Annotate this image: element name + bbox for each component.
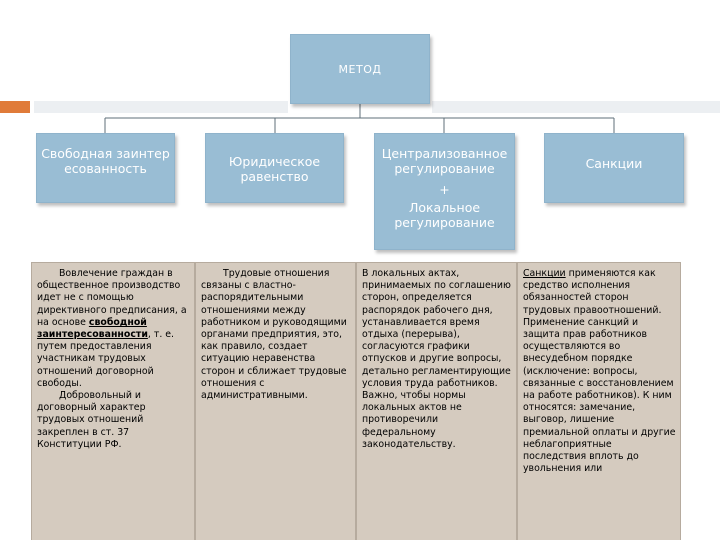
category-label-centralized: Централизованное регулирование — [381, 146, 508, 176]
category-label-local: Локальное регулирование — [394, 200, 495, 230]
description-sanctions — [517, 262, 681, 540]
description-paragraph: В локальных актах, принимаемых по соглашению сторон, определяется распорядок рабочего дня, устанавливается время отдыха (перерыва), согласуются графики отпусков и другие вопросы, детально регламентирующие условия труда работников. Важно, чтобы нормы локальных актов не противоречили федеральному законодательству. — [362, 268, 511, 450]
description-paragraph — [37, 268, 190, 390]
description-regulation — [356, 262, 517, 540]
category-label: Санкции — [585, 156, 643, 171]
description-paragraph: Добровольный и договорный характер трудовых отношений закреплен в ст. 37 Конституции РФ. — [37, 390, 146, 450]
category-sanctions — [544, 133, 684, 203]
category-label: Свободная заинтересованность — [41, 146, 170, 176]
description-text: применяются как средство исполнения обязанностей сторон трудовых правоотношений. Применение санкций и защита прав работников осуществляются во внесудебном порядке (исключение: вопросы, связанные с восстановлением на работе работников). К ним относятся: замечание, выговор, лишение премиальной оплаты и другие неблагоприятные последствия вплоть до увольнения или — [523, 268, 676, 475]
category-plus-sign: + — [439, 182, 450, 197]
root-node-label: МЕТОД — [338, 62, 382, 76]
description-text: Вовлечение граждан в общественное производство идет не с помощью директивного предписания, а на основе — [37, 268, 187, 328]
root-node-method — [290, 34, 430, 104]
category-legal-equality — [205, 133, 344, 203]
description-free-interest — [31, 262, 195, 540]
description-paragraph: Трудовые отношения связаны с властно-распорядительными отношениями между работником и руководящими органами предприятия, это, как правило, создает ситуацию неравенства сторон и сближает трудовые отношения с административными. — [201, 268, 347, 402]
category-centralized-local-regulation — [374, 133, 515, 250]
description-emphasis: свободной заинтересованности — [37, 316, 148, 341]
category-label: Юридическое равенство — [228, 154, 321, 184]
description-legal-equality — [195, 262, 356, 540]
description-text: , т. е. путем предоставления участникам трудовых отношений договорной свободы. — [37, 329, 175, 389]
description-emphasis: Санкции — [523, 268, 566, 279]
category-free-interest — [36, 133, 175, 203]
description-paragraph — [523, 268, 676, 475]
